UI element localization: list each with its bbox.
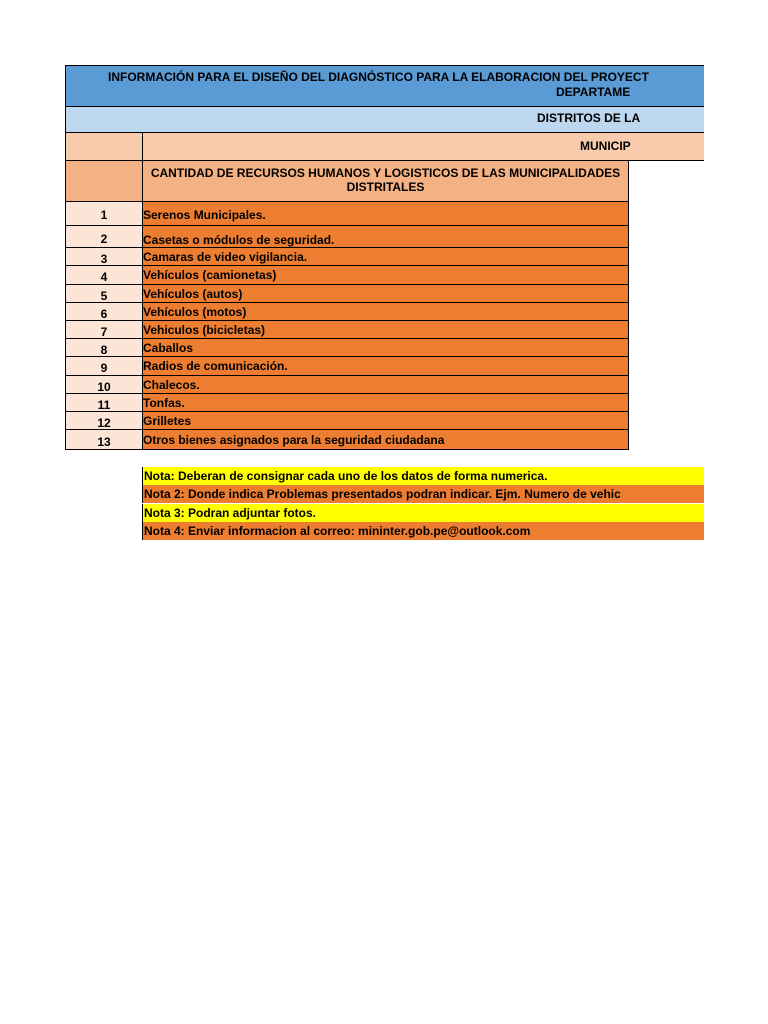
resource-label-cell[interactable]: Vehículos (motos) xyxy=(143,303,629,321)
resource-label-cell[interactable]: Grilletes xyxy=(143,412,629,430)
resource-label-cell[interactable]: Caballos xyxy=(143,339,629,357)
municipality-header-label: MUNICIP xyxy=(580,139,631,153)
row-number-cell[interactable]: 4 xyxy=(65,266,143,285)
municipality-header-cell[interactable] xyxy=(143,133,704,161)
row-number-cell[interactable]: 12 xyxy=(65,412,143,430)
resource-label-cell[interactable]: Vehículos (camionetas) xyxy=(143,266,629,285)
districts-header-label: DISTRITOS DE LA xyxy=(537,111,641,125)
row-number-cell[interactable]: 10 xyxy=(65,376,143,394)
resources-header-cell[interactable]: CANTIDAD DE RECURSOS HUMANOS Y LOGISTICOS DE LAS MUNICIPALIDADES DISTRITALES xyxy=(143,161,629,202)
note-cell[interactable]: Nota 2: Donde indica Problemas presentados podran indicar. Ejm. Numero de vehic xyxy=(142,485,704,503)
row-number-cell[interactable]: 5 xyxy=(65,285,143,303)
row-number-cell[interactable]: 7 xyxy=(65,321,143,339)
resource-label-cell[interactable]: Radios de comunicación. xyxy=(143,357,629,376)
resource-label-cell[interactable]: Vehiculos (bicicletas) xyxy=(143,321,629,339)
resource-label-cell[interactable]: Vehículos (autos) xyxy=(143,285,629,303)
note-cell[interactable]: Nota 4: Enviar informacion al correo: mininter.gob.pe@outlook.com xyxy=(142,522,704,540)
row-number-cell[interactable]: 13 xyxy=(65,430,143,450)
resource-label-cell[interactable]: Camaras de video vigilancia. xyxy=(143,248,629,266)
resource-label-cell[interactable]: Tonfas. xyxy=(143,394,629,412)
resource-label-cell[interactable]: Serenos Municipales. xyxy=(143,202,629,226)
row-number-cell[interactable]: 2 xyxy=(65,226,143,248)
row-number-cell[interactable]: 6 xyxy=(65,303,143,321)
report-title-line1: INFORMACIÓN PARA EL DISEÑO DEL DIAGNÓSTICO PARA LA ELABORACION DEL PROYECT xyxy=(108,70,649,84)
row-number-cell[interactable]: 11 xyxy=(65,394,143,412)
municipality-blank-cell[interactable] xyxy=(65,133,143,161)
districts-header-cell[interactable] xyxy=(65,107,704,133)
row-number-cell[interactable]: 3 xyxy=(65,248,143,266)
row-number-cell[interactable]: 9 xyxy=(65,357,143,376)
number-column-header-cell[interactable] xyxy=(65,161,143,202)
row-number-cell[interactable]: 8 xyxy=(65,339,143,357)
resource-label-cell[interactable]: Otros bienes asignados para la seguridad ciudadana xyxy=(143,430,629,450)
report-title-line2: DEPARTAME xyxy=(556,85,631,99)
resource-label-cell[interactable]: Chalecos. xyxy=(143,376,629,394)
row-number-cell[interactable]: 1 xyxy=(65,202,143,226)
resource-label-cell[interactable]: Casetas o módulos de seguridad. xyxy=(143,226,629,248)
note-cell[interactable]: Nota: Deberan de consignar cada uno de los datos de forma numerica. xyxy=(142,467,704,485)
note-cell[interactable]: Nota 3: Podran adjuntar fotos. xyxy=(142,504,704,522)
report-title-cell[interactable] xyxy=(65,65,704,107)
